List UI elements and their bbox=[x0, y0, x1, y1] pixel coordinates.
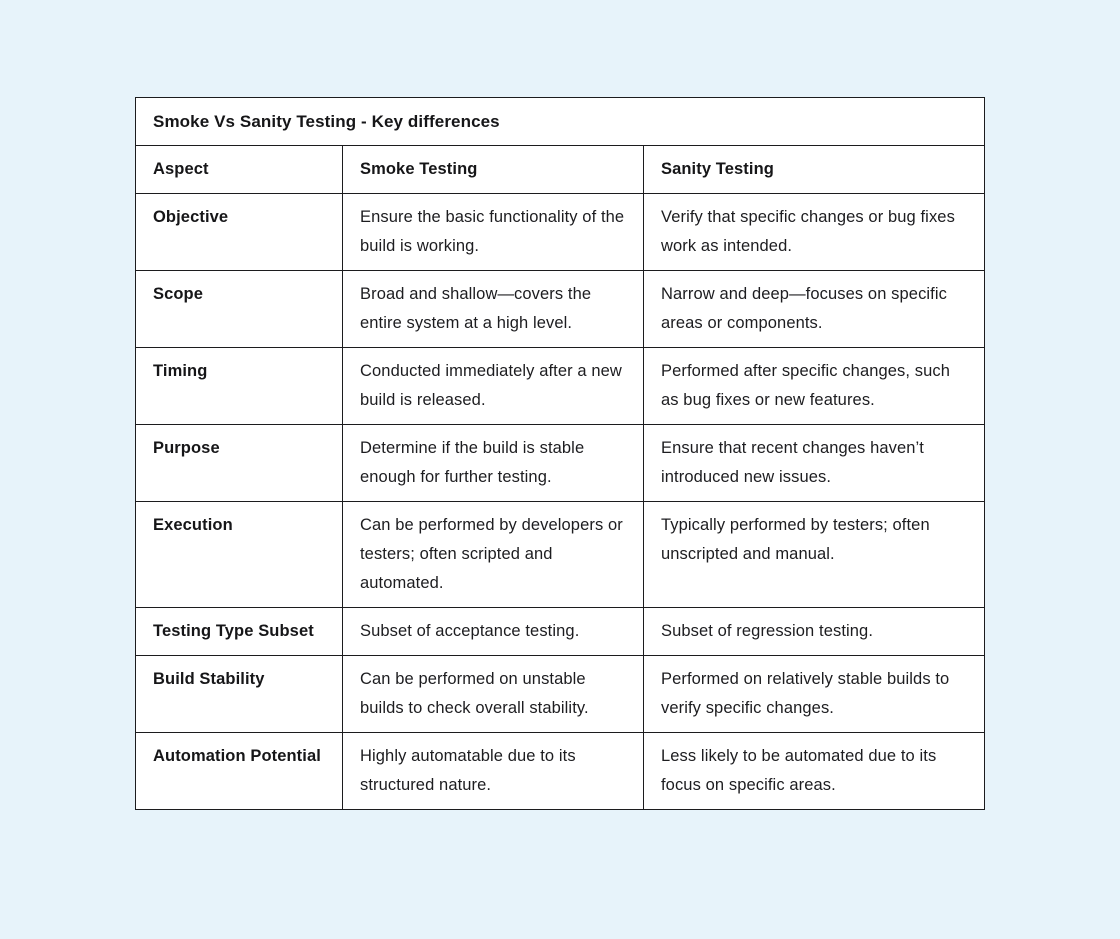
sanity-cell: Performed after specific changes, such as bug fixes or new features. bbox=[644, 348, 985, 425]
column-header-sanity-testing: Sanity Testing bbox=[644, 146, 985, 194]
smoke-cell: Can be performed by developers or testers; often scripted and automated. bbox=[343, 502, 644, 608]
aspect-cell: Purpose bbox=[136, 425, 343, 502]
sanity-cell: Typically performed by testers; often unscripted and manual. bbox=[644, 502, 985, 608]
smoke-cell: Determine if the build is stable enough for further testing. bbox=[343, 425, 644, 502]
smoke-cell: Subset of acceptance testing. bbox=[343, 608, 644, 656]
column-header-smoke-testing: Smoke Testing bbox=[343, 146, 644, 194]
aspect-cell: Build Stability bbox=[136, 656, 343, 733]
smoke-vs-sanity-table bbox=[135, 97, 985, 810]
table-title: Smoke Vs Sanity Testing - Key differences bbox=[136, 98, 985, 146]
smoke-cell: Conducted immediately after a new build is released. bbox=[343, 348, 644, 425]
aspect-cell: Scope bbox=[136, 271, 343, 348]
table-row bbox=[136, 502, 985, 608]
table-row bbox=[136, 194, 985, 271]
smoke-cell: Can be performed on unstable builds to check overall stability. bbox=[343, 656, 644, 733]
sanity-cell: Subset of regression testing. bbox=[644, 608, 985, 656]
table-row bbox=[136, 608, 985, 656]
smoke-cell: Highly automatable due to its structured nature. bbox=[343, 733, 644, 810]
table-row bbox=[136, 271, 985, 348]
sanity-cell: Performed on relatively stable builds to verify specific changes. bbox=[644, 656, 985, 733]
table-body bbox=[136, 194, 985, 810]
sanity-cell: Less likely to be automated due to its focus on specific areas. bbox=[644, 733, 985, 810]
sanity-cell: Narrow and deep—focuses on specific areas or components. bbox=[644, 271, 985, 348]
table-row bbox=[136, 348, 985, 425]
table-title-row bbox=[136, 98, 985, 146]
column-header-aspect: Aspect bbox=[136, 146, 343, 194]
aspect-cell: Testing Type Subset bbox=[136, 608, 343, 656]
sanity-cell: Verify that specific changes or bug fixes work as intended. bbox=[644, 194, 985, 271]
smoke-cell: Ensure the basic functionality of the build is working. bbox=[343, 194, 644, 271]
table-row bbox=[136, 733, 985, 810]
aspect-cell: Execution bbox=[136, 502, 343, 608]
table-header-row bbox=[136, 146, 985, 194]
sanity-cell: Ensure that recent changes haven’t introduced new issues. bbox=[644, 425, 985, 502]
aspect-cell: Objective bbox=[136, 194, 343, 271]
table-row bbox=[136, 425, 985, 502]
aspect-cell: Automation Potential bbox=[136, 733, 343, 810]
smoke-cell: Broad and shallow—covers the entire system at a high level. bbox=[343, 271, 644, 348]
aspect-cell: Timing bbox=[136, 348, 343, 425]
table-row bbox=[136, 656, 985, 733]
